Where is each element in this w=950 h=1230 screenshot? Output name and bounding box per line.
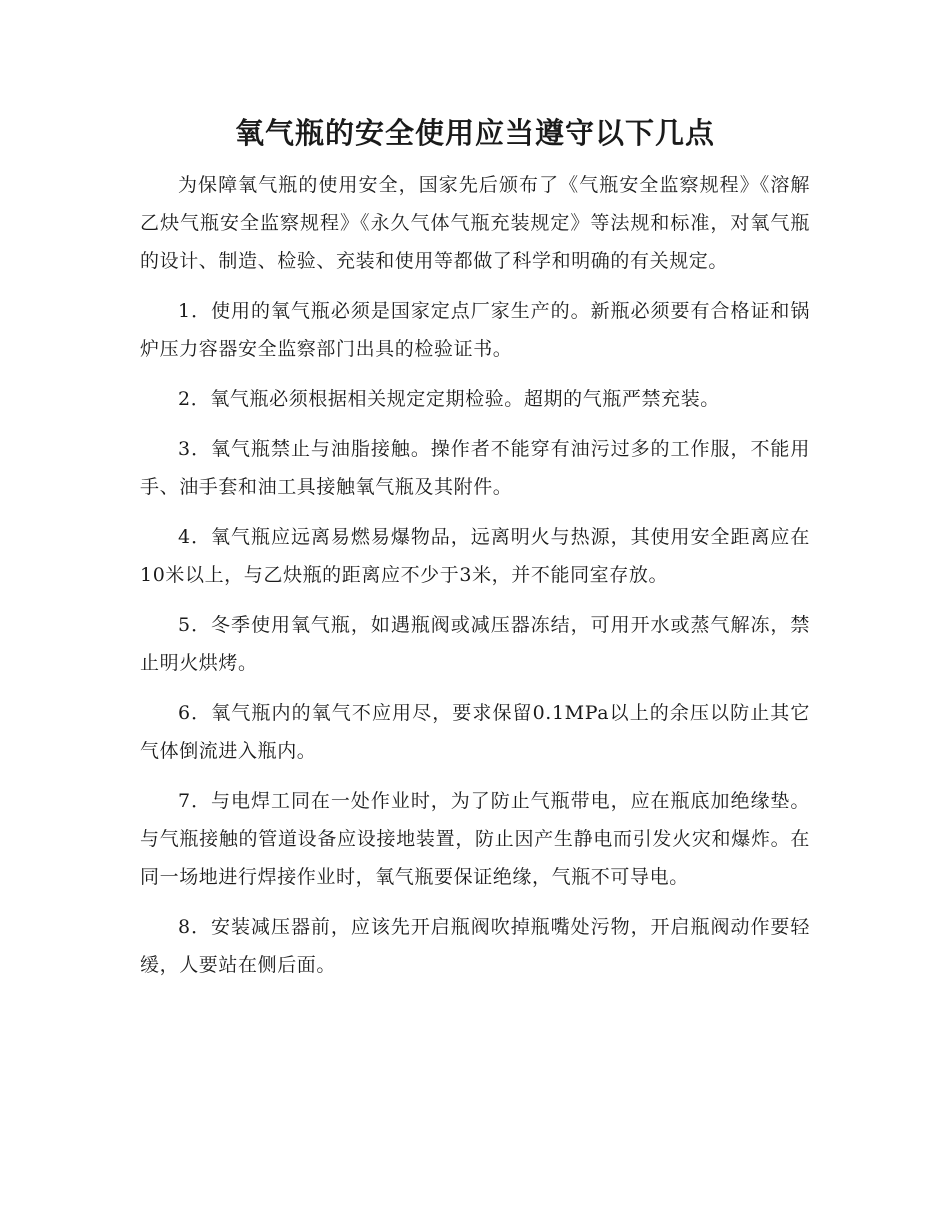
list-item: 2．氧气瓶必须根据相关规定定期检验。超期的气瓶严禁充装。	[178, 388, 720, 410]
list-item: 4．氧气瓶应远离易燃易爆物品，远离明火与热源，其使用安全距离应在10米以上，与乙炔瓶的距离应不少于3米，并不能同室存放。	[140, 526, 810, 586]
list-item: 7．与电焊工同在一处作业时，为了防止气瓶带电，应在瓶底加绝缘垫。与气瓶接触的管道设备应设接地装置，防止因产生静电而引发火灾和爆炸。在同一场地进行焊接作业时，氧气瓶要保证绝缘，气瓶不可导电。	[140, 790, 810, 888]
intro-paragraph: 为保障氧气瓶的使用安全，国家先后颁布了《气瓶安全监察规程》《溶解乙炔气瓶安全监察规程》《永久气体气瓶充装规定》等法规和标准，对氧气瓶的设计、制造、检验、充装和使用等都做了科学和明确的有关规定。	[140, 174, 810, 272]
list-item: 5．冬季使用氧气瓶，如遇瓶阀或减压器冻结，可用开水或蒸气解冻，禁止明火烘烤。	[140, 614, 810, 674]
document-title: 氧气瓶的安全使用应当遵守以下几点	[234, 116, 715, 150]
list-item: 3．氧气瓶禁止与油脂接触。操作者不能穿有油污过多的工作服，不能用手、油手套和油工具接触氧气瓶及其附件。	[140, 438, 810, 498]
list-item: 8．安装减压器前，应该先开启瓶阀吹掉瓶嘴处污物，开启瓶阀动作要轻缓，人要站在侧后面。	[140, 916, 810, 976]
document-body	[140, 166, 810, 984]
list-item: 6．氧气瓶内的氧气不应用尽，要求保留0.1MPa以上的余压以防止其它气体倒流进入瓶内。	[140, 702, 810, 762]
list-item: 1．使用的氧气瓶必须是国家定点厂家生产的。新瓶必须要有合格证和锅炉压力容器安全监察部门出具的检验证书。	[140, 300, 810, 360]
